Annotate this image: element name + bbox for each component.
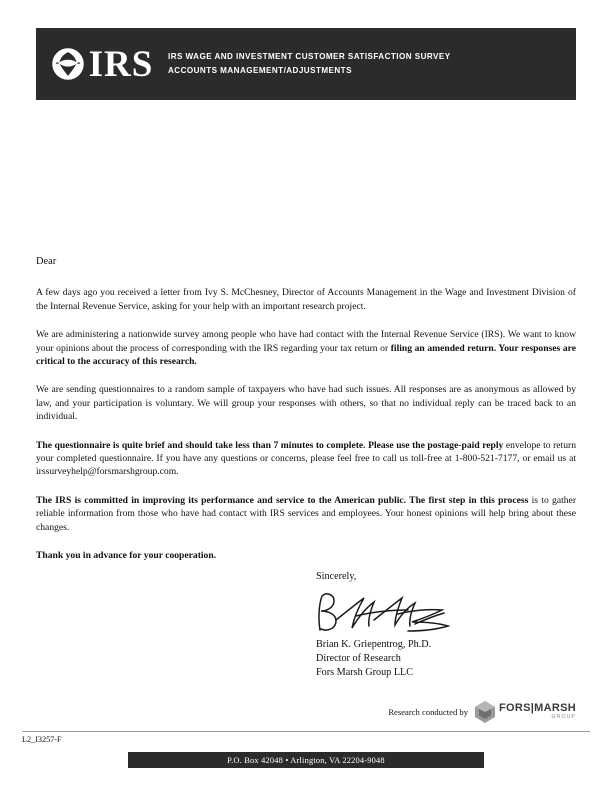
paragraph-2-emphasis: filing an amended return. Your responses are critical to the accuracy of this research. bbox=[36, 342, 576, 368]
header-band bbox=[36, 28, 576, 100]
header-title-line2: ACCOUNTS MANAGEMENT/ADJUSTMENTS bbox=[168, 66, 352, 75]
footer-address-band: P.O. Box 42048 • Arlington, VA 22204-9048 bbox=[128, 752, 484, 768]
irs-eagle-icon bbox=[51, 47, 85, 81]
research-credit-label: Research conducted by bbox=[388, 707, 469, 717]
signature-organization: Fors Marsh Group LLC bbox=[316, 667, 414, 678]
paragraph-5-text: is to gather reliable information from those who have had contact with IRS services and employees. Your honest opinions will help bring about these changes. bbox=[36, 494, 577, 533]
signature-title: Director of Research bbox=[316, 653, 401, 664]
signature-block bbox=[316, 570, 566, 680]
fors-marsh-name: FORS|MARSH bbox=[499, 702, 576, 715]
paragraph-4-text: envelope to return your completed questionnaire. If you have any questions or concerns, please feel free to call us toll-free at 1-800-521-7177, or email us at irssurveyhelp@forsmarshgroup.com. bbox=[36, 439, 576, 478]
fors-marsh-group-label: GROUP bbox=[551, 714, 576, 721]
research-credit bbox=[388, 700, 576, 724]
paragraph-5 bbox=[36, 494, 576, 534]
paragraph-6: Thank you in advance for your cooperation. bbox=[36, 550, 217, 562]
header-title-line1: IRS WAGE AND INVESTMENT CUSTOMER SATISFACTION SURVEY bbox=[168, 52, 451, 61]
handwritten-signature-icon bbox=[312, 590, 462, 636]
letter-body bbox=[36, 255, 576, 578]
paragraph-4-emphasis: The questionnaire is quite brief and should take less than 7 minutes to complete. Please use the postage-paid reply bbox=[36, 439, 504, 451]
paragraph-2 bbox=[36, 328, 576, 368]
footer-divider bbox=[22, 731, 590, 732]
header-titles bbox=[168, 50, 451, 78]
paragraph-3: We are sending questionnaires to a random sample of taxpayers who have had such issues. All responses are as anonymous as allowed by law, and your participation is voluntary. We will group your responses with others, so that no individual reply can be traced back to an individual. bbox=[36, 384, 576, 423]
paragraph-1: A few days ago you received a letter from Ivy S. McChesney, Director of Accounts Management in the Wage and Investment Division of the Internal Revenue Service, asking for your help with an important research project. bbox=[36, 287, 576, 312]
fors-marsh-diamond-icon bbox=[474, 700, 496, 724]
fors-marsh-logo bbox=[474, 700, 576, 724]
irs-logo-text: IRS bbox=[88, 43, 154, 85]
paragraph-2-text: We are administering a nationwide survey among people who have had contact with the Internal Revenue Service (IRS). We want to know your opinions about the process of corresponding with the IRS regarding your tax return or bbox=[36, 329, 576, 354]
salutation: Dear bbox=[36, 256, 57, 267]
signature-closing: Sincerely, bbox=[316, 571, 357, 582]
document-code: L2_I3257-F bbox=[22, 735, 62, 744]
signature-name: Brian K. Griepentrog, Ph.D. bbox=[316, 639, 432, 650]
fors-marsh-wordmark bbox=[499, 703, 576, 720]
paragraph-4 bbox=[36, 439, 576, 479]
irs-logo bbox=[36, 28, 168, 100]
paragraph-5-emphasis: The IRS is committed in improving its performance and service to the American public. The first step in this process bbox=[36, 494, 529, 506]
